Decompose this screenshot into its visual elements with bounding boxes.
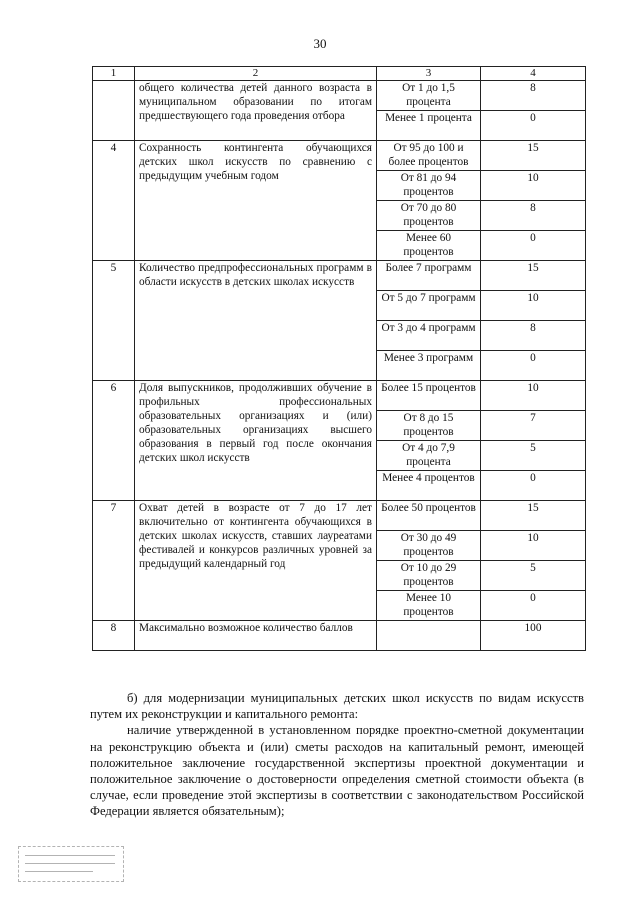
criterion-value: От 4 до 7,9 процента — [377, 441, 481, 471]
criterion-points: 15 — [481, 501, 586, 531]
criterion-value: От 8 до 15 процентов — [377, 411, 481, 441]
criterion-number: 4 — [93, 141, 135, 261]
criterion-value: Более 7 программ — [377, 261, 481, 291]
criterion-value: От 3 до 4 программ — [377, 321, 481, 351]
criterion-value: Более 15 процентов — [377, 381, 481, 411]
criterion-number: 6 — [93, 381, 135, 501]
criterion-points: 0 — [481, 591, 586, 621]
criterion-value: Менее 60 процентов — [377, 231, 481, 261]
criterion-value: От 95 до 100 и более процентов — [377, 141, 481, 171]
criterion-number: 8 — [93, 621, 135, 651]
paragraph-requirement: наличие утвержденной в установленном порядке проектно-сметной документации на реконструкцию объекта и (или) сметы расходов на капитальный ремонт, имеющей положительное заключение государственной экспертизы проектной документации и положительное заключение о достоверности определения сметной стоимости объекта (в случае, если проведение этой экспертизы в соответствии с законодательством Российской Федерации является обязательным); — [90, 723, 584, 819]
criterion-text: общего количества детей данного возраста в муниципальном образовании по итогам предшествующего года проведения отбора — [135, 81, 377, 141]
criterion-points: 5 — [481, 561, 586, 591]
criterion-value: Менее 1 процента — [377, 111, 481, 141]
table-row — [93, 261, 586, 291]
criterion-value: От 30 до 49 процентов — [377, 531, 481, 561]
criterion-value — [377, 621, 481, 651]
header-col-2: 2 — [135, 67, 377, 81]
criterion-points: 0 — [481, 231, 586, 261]
criterion-number: 7 — [93, 501, 135, 621]
stamp-mark — [18, 846, 124, 882]
criterion-points: 0 — [481, 111, 586, 141]
criterion-value: От 5 до 7 программ — [377, 291, 481, 321]
criterion-points: 10 — [481, 171, 586, 201]
body-text — [90, 690, 584, 820]
criterion-text: Охват детей в возрасте от 7 до 17 лет включительно от контингента обучающихся в детских школах искусств, ставших лауреатами фестивалей и конкурсов различных уровней за предыдущий календарный год — [135, 501, 377, 621]
criterion-value: От 81 до 94 процентов — [377, 171, 481, 201]
criterion-value: Менее 4 процентов — [377, 471, 481, 501]
header-col-3: 3 — [377, 67, 481, 81]
criterion-text: Доля выпускников, продолживших обучение в профильных профессиональных образовательных организациях и (или) образовательных организациях высшего образования в первый год после окончания детских школ искусств — [135, 381, 377, 501]
criterion-value: От 70 до 80 процентов — [377, 201, 481, 231]
criterion-points: 15 — [481, 141, 586, 171]
criterion-points: 100 — [481, 621, 586, 651]
criterion-value: Менее 3 программ — [377, 351, 481, 381]
table-row — [93, 381, 586, 411]
criterion-text: Максимально возможное количество баллов — [135, 621, 377, 651]
criterion-points: 8 — [481, 201, 586, 231]
criterion-text: Количество предпрофессиональных программ в области искусств в детских школах искусств — [135, 261, 377, 381]
table-row — [93, 501, 586, 531]
criterion-value: От 1 до 1,5 процента — [377, 81, 481, 111]
table-row — [93, 141, 586, 171]
header-col-1: 1 — [93, 67, 135, 81]
table-row — [93, 621, 586, 651]
table-header-row — [93, 67, 586, 81]
criterion-value: Менее 10 процентов — [377, 591, 481, 621]
criterion-points: 0 — [481, 471, 586, 501]
criterion-points: 7 — [481, 411, 586, 441]
criterion-points: 8 — [481, 81, 586, 111]
criterion-points: 15 — [481, 261, 586, 291]
header-col-4: 4 — [481, 67, 586, 81]
criterion-points: 5 — [481, 441, 586, 471]
criterion-points: 0 — [481, 351, 586, 381]
criterion-number: 5 — [93, 261, 135, 381]
criterion-points: 10 — [481, 531, 586, 561]
criterion-points: 10 — [481, 381, 586, 411]
criteria-table-body — [93, 81, 586, 651]
criterion-points: 8 — [481, 321, 586, 351]
table-row — [93, 81, 586, 111]
criteria-table — [92, 66, 586, 651]
page-number: 30 — [313, 36, 327, 51]
criterion-value: От 10 до 29 процентов — [377, 561, 481, 591]
criterion-value: Более 50 процентов — [377, 501, 481, 531]
criterion-number — [93, 81, 135, 141]
criterion-points: 10 — [481, 291, 586, 321]
criterion-text: Сохранность контингента обучающихся детских школ искусств по сравнению с предыдущим учебным годом — [135, 141, 377, 261]
paragraph-b: б) для модернизации муниципальных детских школ искусств по видам искусств путем их реконструкции и капитального ремонта: — [90, 691, 584, 722]
